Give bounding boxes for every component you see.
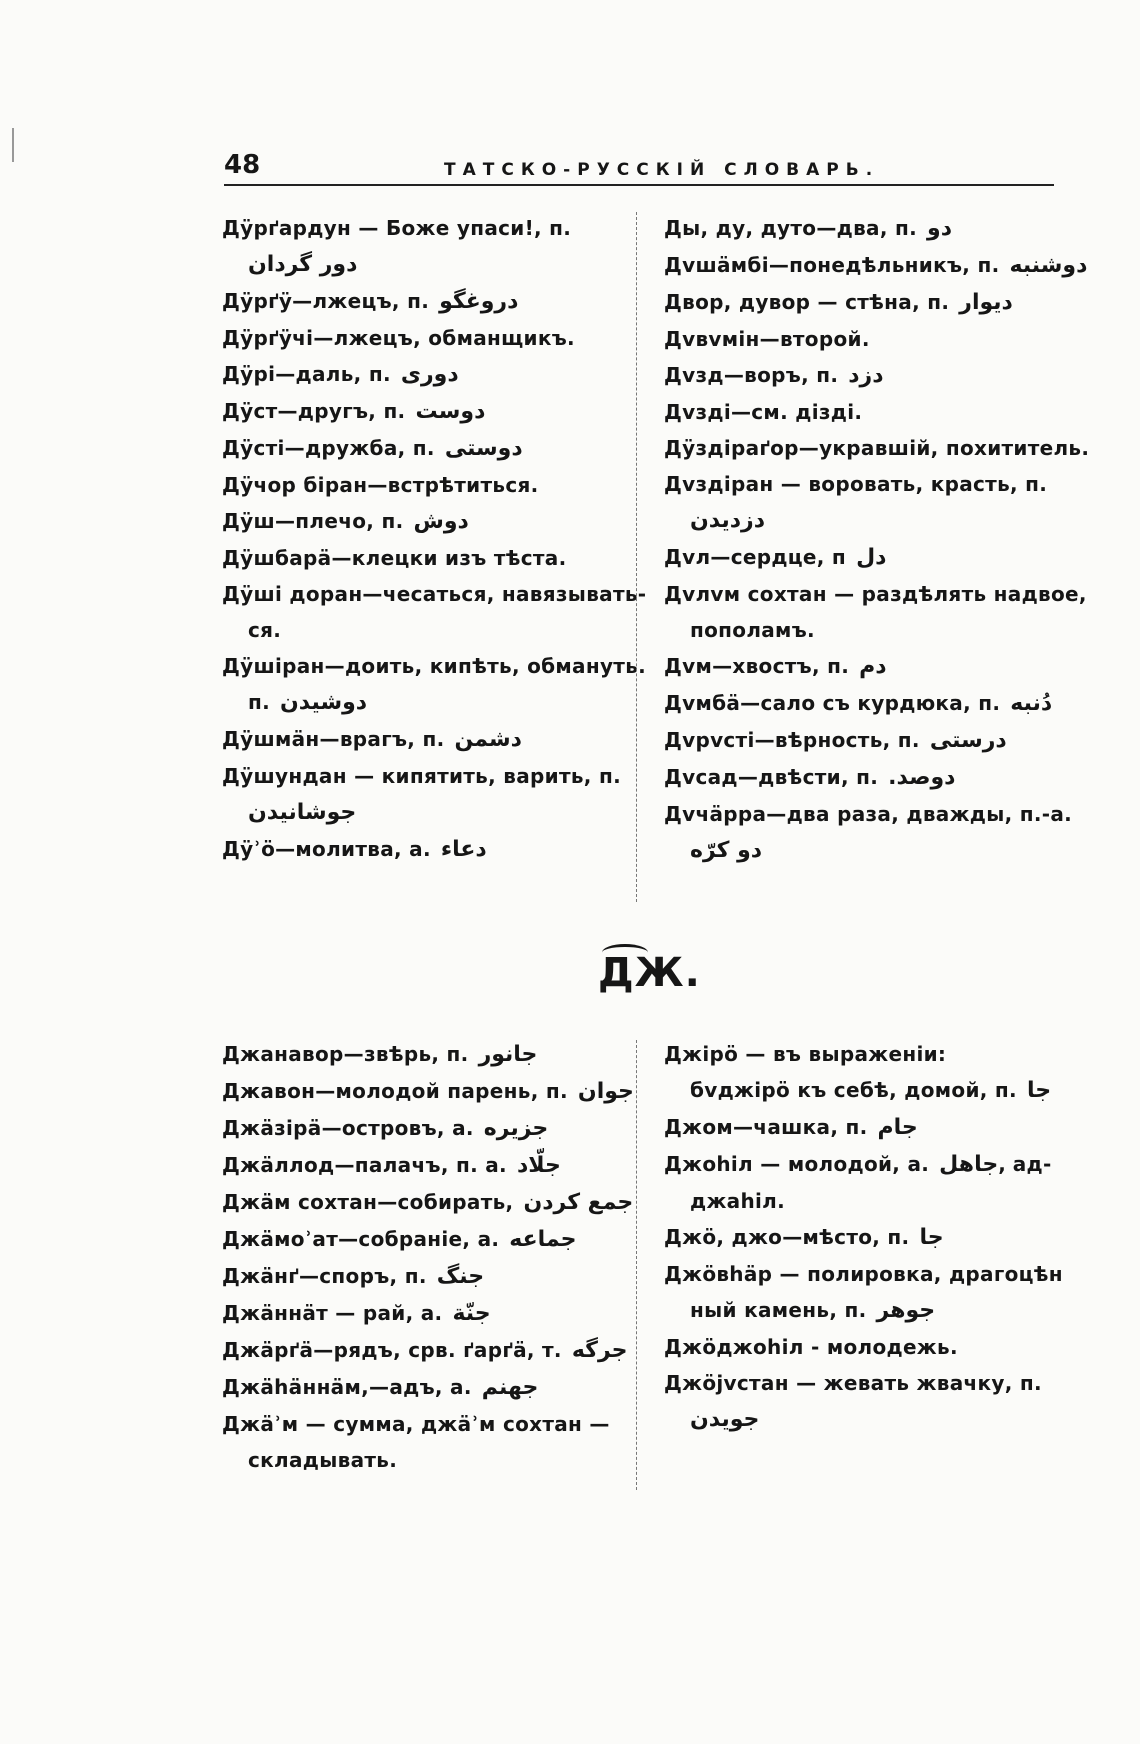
entry-arabic: جزیره: [483, 1116, 549, 1141]
margin-mark: [12, 128, 14, 162]
entry-text: Джірӧ — въ выраженіи:: [664, 1042, 947, 1066]
entry-text: Дӱшбарӓ—клецки изъ тѣста.: [222, 546, 567, 570]
entry-arabic: جوشانیدن: [248, 800, 357, 825]
entry-continuation-text: пополамъ.: [690, 618, 815, 642]
entry-continuation: [664, 1401, 1060, 1438]
entry-arabic: دشمن: [454, 727, 522, 752]
entry-text: Дӱш—плечо, п.: [222, 509, 404, 533]
dictionary-entry: [222, 320, 612, 356]
entry-arabic: دوصد.: [888, 765, 956, 790]
entry-arabic: جنگ: [436, 1264, 485, 1289]
section2-right-column: [664, 1036, 1063, 1438]
dictionary-entry: [664, 247, 1088, 284]
dictionary-entry: [664, 394, 1060, 430]
running-title: ТАТСКО-РУССКІЙ СЛОВАРЬ.: [444, 160, 880, 180]
entry-text: Дӱчор біран—встрѣтиться.: [222, 473, 539, 497]
dictionary-entry: [664, 1146, 1060, 1219]
dictionary-entry: [222, 648, 647, 721]
entry-arabic: دوشیدن: [280, 690, 368, 715]
entry-text: Дӱшіран—доить, кипѣть, обмануть.: [222, 654, 647, 678]
dictionary-entry: [222, 576, 647, 648]
dictionary-entry: [664, 648, 1060, 685]
dictionary-entry: [664, 1109, 1060, 1146]
dictionary-entry: [222, 1073, 634, 1110]
dictionary-entry: [664, 1256, 1063, 1329]
dictionary-entry: [222, 283, 612, 320]
entry-text: Джӓллод—палачъ, п. а.: [222, 1153, 507, 1177]
entry-continuation-text: п.: [248, 690, 271, 714]
entry-continuation: [222, 684, 612, 721]
dictionary-entry: [664, 722, 1060, 759]
entry-text: Джӓʾм — сумма, джӓʾм сохтан —: [222, 1412, 610, 1436]
entry-arabic: جویدن: [690, 1407, 760, 1432]
dictionary-entry: [222, 503, 612, 540]
entry-arabic: دم: [859, 654, 887, 679]
dictionary-entry: [664, 759, 1060, 796]
section-heading: ДЖ.: [598, 950, 701, 996]
entry-arabic: جنّة: [452, 1301, 491, 1326]
entry-arabic: دروغگو: [439, 289, 519, 314]
entry-text: Джанавор—звѣрь, п.: [222, 1042, 469, 1066]
entry-text: Джом—чашка, п.: [664, 1115, 868, 1139]
entry-continuation: [664, 832, 1060, 869]
entry-text: Джавон—молодой парень, п.: [222, 1079, 568, 1103]
entry-text: Дӱʾӧ—молитва, а.: [222, 837, 431, 861]
entry-text: Дvсад—двѣсти, п.: [664, 765, 879, 789]
dictionary-entry: [222, 210, 612, 283]
entry-arabic: جا: [1026, 1078, 1052, 1103]
entry-arabic: جانور: [478, 1042, 538, 1067]
entry-arabic: جاهل: [939, 1152, 999, 1177]
entry-text: Дӱрґӱ—лжецъ, п.: [222, 289, 430, 313]
entry-arabic: دوستی: [444, 436, 523, 461]
entry-arabic: دوشنبه: [1009, 253, 1088, 278]
entry-text: Дvл—сердце, п: [664, 545, 847, 569]
page-number: 48: [224, 150, 261, 180]
dictionary-entry: [222, 393, 612, 430]
entry-text: Джӧ, джо—мѣсто, п.: [664, 1225, 910, 1249]
dictionary-entry: [222, 1258, 612, 1295]
entry-arabic: جلّاد: [516, 1153, 561, 1178]
entry-text: Ды, ду, дуто—два, п.: [664, 216, 918, 240]
section1-right-column: [664, 210, 1090, 869]
entry-text: Двор, дувор — стѣна, п.: [664, 290, 950, 314]
section2-left-column: [222, 1036, 634, 1478]
entry-arabic: دعاء: [440, 837, 487, 862]
entry-continuation: [222, 246, 612, 283]
dictionary-entry: [664, 210, 1060, 247]
entry-text: Дvм—хвостъ, п.: [664, 654, 850, 678]
dictionary-entry: [664, 539, 1060, 576]
entry-arabic: دزدیدن: [690, 508, 765, 533]
dictionary-entry: [222, 1332, 628, 1369]
entry-arabic: دوش: [413, 509, 469, 534]
dictionary-entry: [222, 1369, 612, 1406]
entry-arabic: دوری: [400, 362, 459, 387]
entry-text: Дvшӓмбі—понедѣльникъ, п.: [664, 253, 1000, 277]
dictionary-entry: [222, 356, 612, 393]
entry-arabic: جماعه: [509, 1227, 577, 1252]
entry-text: Джоһіл — молодой, а.: [664, 1152, 930, 1176]
entry-text: Джӧджоһіл - молодежь.: [664, 1335, 958, 1359]
dictionary-entry: [664, 357, 1060, 394]
dictionary-entry: [222, 1184, 634, 1221]
entry-text: Джӧвһӓр — полировка, драгоцѣн: [664, 1262, 1063, 1286]
dictionary-entry: [664, 1365, 1060, 1438]
dictionary-entry: [222, 758, 621, 831]
entry-text: Дvвvмін—второй.: [664, 327, 870, 351]
entry-text: Дӱшмӓн—врагъ, п.: [222, 727, 445, 751]
dictionary-entry: [664, 284, 1060, 321]
entry-continuation: [222, 612, 612, 648]
entry-text: Дӱрґӱчі—лжецъ, обманщикъ.: [222, 326, 575, 350]
entry-text: Джӓзірӓ—островъ, а.: [222, 1116, 474, 1140]
entry-arabic: دو کرّه: [690, 838, 763, 863]
entry-arabic: جمع کردن: [523, 1190, 634, 1215]
entry-arabic: دُنبه: [1010, 691, 1053, 716]
entry-text: Дӱрґардун — Боже упаси!, п.: [222, 216, 572, 240]
entry-arabic: جام: [877, 1115, 918, 1140]
dictionary-entry: [222, 467, 612, 503]
column-divider: [636, 1040, 637, 1490]
dictionary-entry: [664, 1329, 1060, 1365]
entry-continuation-text: складывать.: [248, 1448, 398, 1472]
entry-text: Джӓһӓннӓм,—адъ, а.: [222, 1375, 472, 1399]
dictionary-entry: [222, 1036, 612, 1073]
entry-text: Дvрvсті—вѣрность, п.: [664, 728, 920, 752]
dictionary-entry: [222, 540, 612, 576]
entry-text: Дvлvм сохтан — раздѣлять надвое,: [664, 582, 1087, 606]
page-header: [224, 148, 1054, 186]
entry-arabic: دوست: [415, 399, 486, 424]
dictionary-entry: [222, 1110, 612, 1147]
dictionary-entry: [664, 1219, 1060, 1256]
dictionary-entry: [664, 466, 1060, 539]
entry-arabic: دیوار: [959, 290, 1013, 315]
entry-arabic: دور گردان: [248, 252, 358, 277]
entry-text: Дӱсті—дружба, п.: [222, 436, 435, 460]
entry-continuation-text: ный камень, п.: [690, 1298, 867, 1322]
entry-text: Дӱшундан — кипятить, варить, п.: [222, 764, 621, 788]
dictionary-entry: [664, 321, 1060, 357]
entry-text: Дӱст—другъ, п.: [222, 399, 406, 423]
entry-text: Джӓннӓт — рай, а.: [222, 1301, 443, 1325]
dictionary-entry: [664, 430, 1090, 466]
entry-text: Дvзді—см. дізді.: [664, 400, 863, 424]
entry-continuation: [664, 612, 1060, 648]
entry-arabic: درستی: [929, 728, 1007, 753]
entry-arabic: دل: [856, 545, 887, 570]
dictionary-entry: [664, 685, 1060, 722]
entry-continuation: [222, 794, 612, 831]
entry-continuation-text: ся.: [248, 618, 282, 642]
dictionary-entry: [222, 430, 612, 467]
dictionary-entry: [222, 1147, 612, 1184]
entry-arabic: جوهر: [876, 1298, 936, 1323]
entry-continuation: джаһіл.: [690, 1189, 785, 1213]
dictionary-entry: [664, 576, 1087, 648]
entry-continuation: [664, 502, 1060, 539]
entry-arabic: جرگه: [571, 1338, 628, 1363]
dictionary-entry: [222, 1406, 612, 1478]
entry-text: Джӓрґӓ—рядъ, срв. ґарґӓ, т.: [222, 1338, 562, 1362]
entry-arabic: جهنم: [481, 1375, 539, 1400]
dictionary-entry: [664, 796, 1073, 869]
entry-continuation: [222, 1442, 612, 1478]
entry-text: Дvздіран — воровать, красть, п.: [664, 472, 1048, 496]
entry-continuation: [664, 1072, 1060, 1109]
dictionary-entry: [222, 721, 612, 758]
entry-text: Дvчӓрра—два раза, дважды, п.-а.: [664, 802, 1073, 826]
dictionary-entry: [222, 831, 612, 868]
entry-tail: , ад-: [998, 1152, 1052, 1176]
entry-arabic: دزد: [848, 363, 884, 388]
entry-arabic: دو: [927, 216, 952, 241]
dictionary-entry: [222, 1295, 612, 1332]
entry-continuation: [664, 1292, 1060, 1329]
entry-arabic: جا: [919, 1225, 944, 1250]
entry-text: Дӱрі—даль, п.: [222, 362, 391, 386]
entry-text: Джӓмоʾат—собраніе, а.: [222, 1227, 500, 1251]
entry-continuation-text: бvджірӧ къ себѣ, домой, п.: [690, 1078, 1017, 1102]
entry-text: Дvзд—воръ, п.: [664, 363, 839, 387]
entry-text: Джӓм сохтан—собирать,: [222, 1190, 514, 1214]
entry-text: Дvмбӓ—сало съ курдюка, п.: [664, 691, 1001, 715]
entry-text: Дӱші доран—чесаться, навязывать-: [222, 582, 647, 606]
entry-text: Джӧјvстан — жевать жвачку, п.: [664, 1371, 1042, 1395]
entry-arabic: جوان: [577, 1079, 634, 1104]
dictionary-entry: [664, 1036, 1060, 1109]
column-divider: [636, 212, 637, 902]
dictionary-entry: [222, 1221, 612, 1258]
section1-left-column: [222, 210, 647, 868]
entry-text: Дӱздіраґор—укравшій, похититель.: [664, 436, 1090, 460]
entry-text: Джӓнґ—споръ, п.: [222, 1264, 427, 1288]
